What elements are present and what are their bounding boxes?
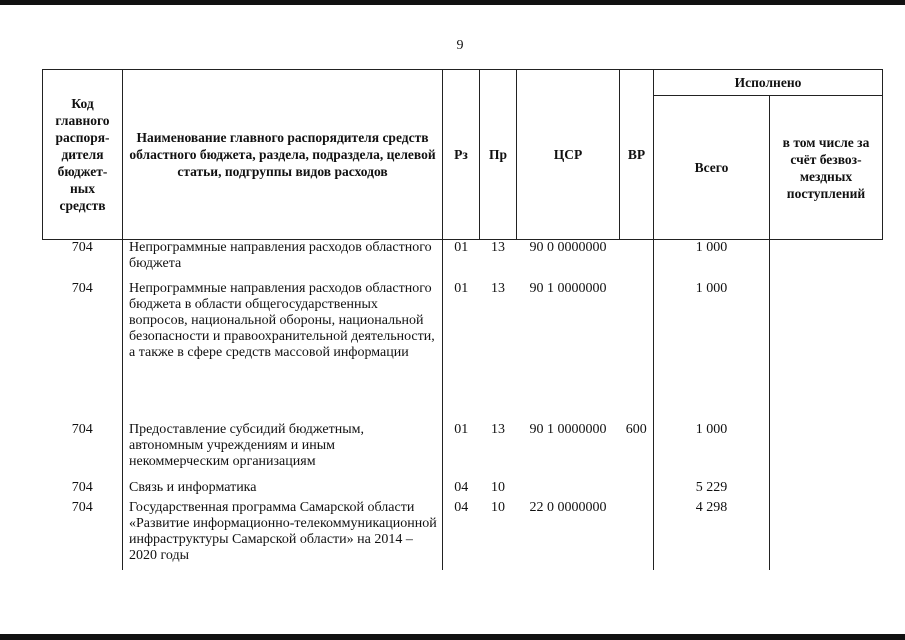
cell-rz: 04 <box>454 479 469 495</box>
cell-total: 5 229 <box>654 480 770 500</box>
cell-code: 704 <box>71 479 93 495</box>
cell-name: Предоставление субсидий бюджетным, автономным учреждениям и иным некоммерческим организациям <box>123 422 443 480</box>
header-name: Наименование главного распорядителя средств областного бюджета, раздела, подраздела, целевой статьи, подгруппы видов расходов <box>123 70 443 240</box>
cell-pr: 13 <box>491 421 505 437</box>
cell-csr: 90 0 0000000 <box>529 240 607 255</box>
cell-code: 704 <box>71 240 93 255</box>
cell-pr: 13 <box>491 280 505 296</box>
cell-total: 1 000 <box>654 240 770 281</box>
table-row <box>43 281 883 422</box>
cell-code: 704 <box>71 280 93 296</box>
table-row <box>43 422 883 480</box>
cell-free <box>770 480 883 500</box>
header-rz: Рз <box>443 70 480 240</box>
cell-free <box>770 281 883 422</box>
cell-vr <box>620 240 654 281</box>
cell-code: 704 <box>71 499 93 515</box>
top-border <box>0 0 905 5</box>
cell-pr: 10 <box>491 479 505 495</box>
cell-name: Непрограммные направления расходов областного бюджета <box>123 240 443 281</box>
cell-code: 704 <box>71 421 93 437</box>
cell-vr <box>620 480 654 500</box>
cell-free <box>770 240 883 281</box>
cell-free <box>770 500 883 570</box>
cell-total: 1 000 <box>654 422 770 480</box>
header-total: Всего <box>654 96 770 240</box>
cell-total: 1 000 <box>654 281 770 422</box>
cell-csr: 22 0 0000000 <box>529 499 607 515</box>
cell-csr: 90 1 0000000 <box>529 280 607 296</box>
cell-vr <box>620 281 654 422</box>
table-row <box>43 240 883 281</box>
page-number: 9 <box>456 38 464 53</box>
cell-name: Непрограммные направления расходов областного бюджета в области общегосударственных вопросов, национальной обороны, национальной безопасности и правоохранительной деятельности, а также в сфере средств массовой информации <box>123 281 443 422</box>
cell-vr <box>620 500 654 570</box>
cell-rz: 01 <box>454 280 469 296</box>
cell-total: 4 298 <box>654 500 770 570</box>
cell-rz: 01 <box>454 421 469 437</box>
table-row <box>43 480 883 500</box>
header-csr: ЦСР <box>517 70 620 240</box>
cell-rz: 01 <box>454 240 469 255</box>
cell-csr: 90 1 0000000 <box>529 421 607 437</box>
cell-free <box>770 422 883 480</box>
cell-pr: 10 <box>491 499 505 515</box>
header-free: в том числе за счёт безвоз-мездных поступлений <box>770 96 883 240</box>
header-executed: Исполнено <box>654 70 883 96</box>
cell-vr: 600 <box>620 422 654 480</box>
cell-name: Государственная программа Самарской области «Развитие информационно-телекоммуникационной инфраструктуры Самарской области» на 2014 – 2020 годы <box>123 500 443 570</box>
cell-pr: 13 <box>491 240 505 255</box>
header-vr: ВР <box>620 70 654 240</box>
header-pr: Пр <box>480 70 517 240</box>
bottom-border <box>0 634 905 640</box>
cell-name: Связь и информатика <box>123 480 443 500</box>
cell-rz: 04 <box>454 499 469 515</box>
cell-csr <box>517 480 620 500</box>
header-code: Код главного распоря-дителя бюджет-ных средств <box>43 70 123 240</box>
budget-table <box>42 69 883 570</box>
table-row <box>43 500 883 570</box>
